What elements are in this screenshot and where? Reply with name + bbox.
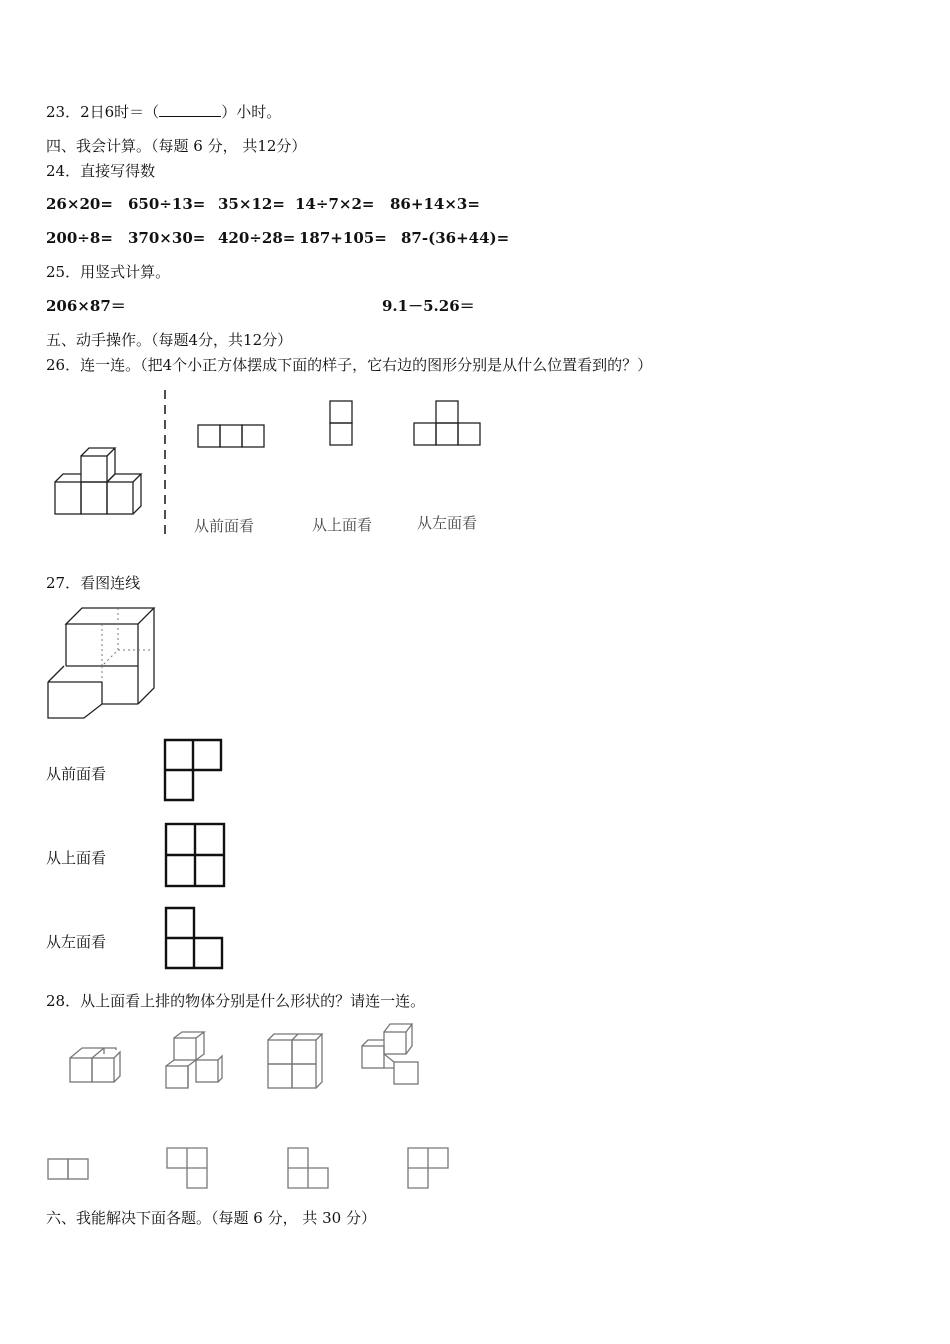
q28-object-4 <box>358 1022 424 1088</box>
q23-suffix: ）小时。 <box>221 103 282 121</box>
q27-label-front: 从前面看 <box>46 765 107 783</box>
q27-view-l-top-right <box>163 738 225 804</box>
q26-cube-figure <box>50 446 160 526</box>
q25-item-2: 9.1－5.26＝ <box>382 297 475 315</box>
q27-view-square-2x2 <box>164 822 228 890</box>
q24-r1-c5: 86+14×3= <box>390 195 480 213</box>
q24-r2-c5: 87-(36+44)= <box>401 229 510 247</box>
q27-cube-figure <box>44 604 169 724</box>
q25-title: 25．用竖式计算。 <box>46 263 171 281</box>
q24-r1-c4: 14÷7×2= <box>295 195 375 213</box>
q28-object-3 <box>264 1030 324 1092</box>
q26-title: 26．连一连。（把4个小正方体摆成下面的样子，它右边的图形分别是从什么位置看到的？） <box>46 356 653 374</box>
q28-view-l-top-left <box>165 1146 211 1192</box>
q27-view-l-bottom-right <box>164 906 226 972</box>
q26-divider <box>162 390 168 535</box>
q24-r2-c1: 200÷8= <box>46 229 113 247</box>
q27-title: 27．看图连线 <box>46 574 141 592</box>
section4-title: 四、我会计算。（每题 6 分， 共12分） <box>46 137 307 155</box>
q24-r1-c2: 650÷13= <box>128 195 206 213</box>
section6-title: 六、我能解决下面各题。（每题 6 分， 共 30 分） <box>46 1209 376 1227</box>
q28-object-2 <box>162 1030 226 1094</box>
q23-prefix: 23．2日6时＝（ <box>46 103 160 121</box>
q24-r1-c3: 35×12= <box>218 195 285 213</box>
q26-view-t-shape <box>413 400 483 448</box>
q28-view-row-of-two <box>46 1157 92 1181</box>
q26-caption-left: 从左面看 <box>417 514 478 532</box>
q23-line <box>46 102 281 122</box>
q27-label-top: 从上面看 <box>46 849 107 867</box>
q23-answer-blank[interactable] <box>159 102 221 117</box>
q26-caption-top: 从上面看 <box>312 516 373 534</box>
q24-r2-c3: 420÷28= <box>218 229 296 247</box>
q28-title: 28．从上面看上排的物体分别是什么形状的？请连一连。 <box>46 992 426 1010</box>
q25-item-1: 206×87＝ <box>46 297 126 315</box>
q28-view-l-top-right <box>406 1146 452 1192</box>
q27-label-left: 从左面看 <box>46 933 107 951</box>
q26-view-row-of-three <box>197 424 267 448</box>
q28-view-l-bottom-left <box>286 1146 332 1192</box>
section5-title: 五、动手操作。（每题4分，共12分） <box>46 331 293 349</box>
q24-r1-c1: 26×20= <box>46 195 113 213</box>
q24-r2-c2: 370×30= <box>128 229 206 247</box>
q26-view-column-of-two <box>329 400 355 448</box>
q26-caption-front: 从前面看 <box>194 517 255 535</box>
q24-r2-c4: 187+105= <box>299 229 387 247</box>
q28-object-1 <box>66 1042 126 1092</box>
q24-title: 24．直接写得数 <box>46 162 156 180</box>
